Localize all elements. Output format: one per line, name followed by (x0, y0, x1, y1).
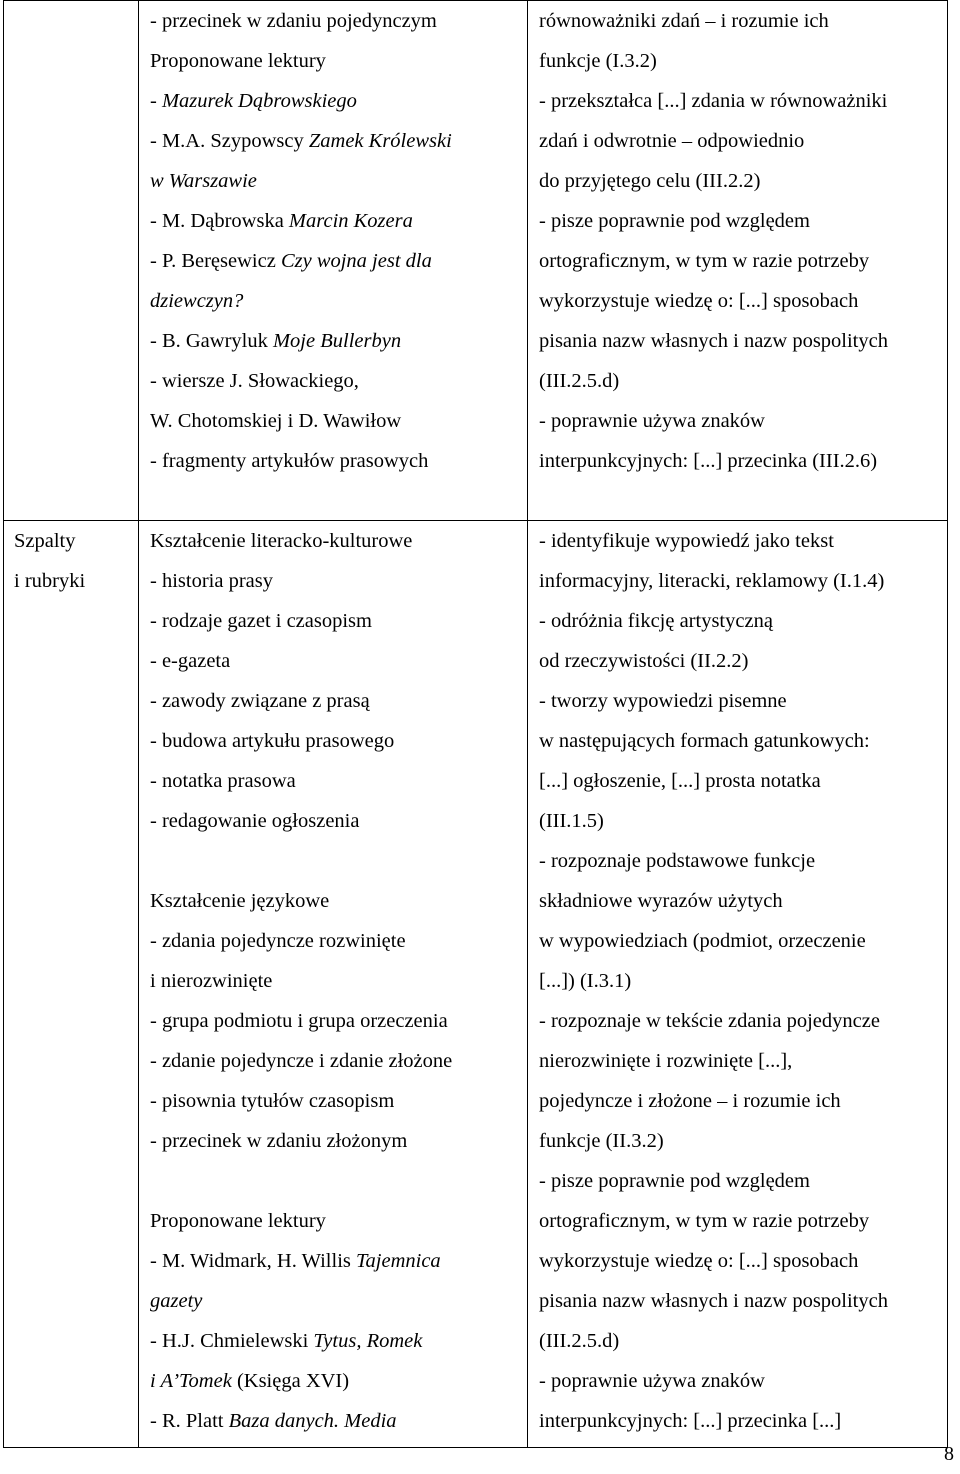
text-line: - tworzy wypowiedzi pisemne (539, 690, 787, 712)
text-line (150, 241, 523, 281)
requirements-cell (528, 1, 948, 521)
text-line: [...] ogłoszenie, [...] prosta notatka (539, 770, 821, 792)
text-line (150, 961, 523, 1001)
text-run: - redagowanie ogłoszenia (150, 810, 360, 832)
text-line: (III.2.5.d) (539, 370, 620, 392)
text-line: (III.2.5.d) (539, 1330, 620, 1352)
text-run: - e-gazeta (150, 650, 231, 672)
text-line (150, 681, 523, 721)
text-line (150, 841, 523, 881)
requirements-cell (528, 521, 948, 1448)
text-run: - rodzaje gazet i czasopism (150, 610, 372, 632)
text-run: - zdanie pojedyncze i zdanie złożone (150, 1050, 453, 1072)
text-line (150, 601, 523, 641)
italic-title: Mazurek Dąbrowskiego (161, 90, 357, 112)
text-line: pojedyncze i złożone – i rozumie ich (539, 1090, 841, 1112)
text-line (150, 161, 523, 201)
text-line: ortograficznym, w tym w razie potrzeby (539, 250, 870, 272)
text-run: - P. Beręsewicz (150, 250, 281, 272)
text-line (150, 441, 523, 481)
page-number: 8 (944, 1443, 954, 1465)
italic-title: Tajemnica (356, 1250, 441, 1272)
text-line (150, 361, 523, 401)
content-cell (139, 521, 528, 1448)
italic-title: dziewczyn? (150, 290, 244, 312)
text-line: - rozpoznaje w tekście zdania pojedyncze (539, 1010, 880, 1032)
topic-cell (4, 1, 139, 521)
text-run: - fragmenty artykułów prasowych (150, 450, 429, 472)
text-line (150, 1401, 523, 1441)
text-line (150, 921, 523, 961)
text-run: Kształcenie językowe (150, 890, 330, 912)
text-line: - poprawnie używa znaków (539, 410, 765, 432)
text-line: - identyfikuje wypowiedź jako tekst (539, 530, 834, 552)
text-run: - pisownia tytułów czasopism (150, 1090, 395, 1112)
text-line (150, 281, 523, 321)
text-line (150, 761, 523, 801)
text-run: i nierozwinięte (150, 970, 273, 992)
text-line: Szpalty (14, 530, 76, 552)
text-line (150, 721, 523, 761)
text-line: - poprawnie używa znaków (539, 1370, 765, 1392)
text-line: funkcje (I.3.2) (539, 50, 657, 72)
table-row (4, 521, 948, 1448)
text-line: interpunkcyjnych: [...] przecinka (III.2.6) (539, 450, 878, 472)
curriculum-table (3, 0, 948, 1448)
topic-cell (4, 521, 139, 1448)
text-line: - pisze poprawnie pod względem (539, 1170, 810, 1192)
text-line (150, 81, 523, 121)
text-run: Proponowane lektury (150, 50, 326, 72)
text-line: pisania nazw własnych i nazw pospolitych (539, 330, 888, 352)
text-line (150, 1001, 523, 1041)
text-line: składniowe wyrazów użytych (539, 890, 783, 912)
text-run: - przecinek w zdaniu złożonym (150, 1130, 408, 1152)
requirements-lines (528, 1, 947, 481)
text-run: - grupa podmiotu i grupa orzeczenia (150, 1010, 448, 1032)
text-run: - zawody związane z prasą (150, 690, 370, 712)
text-run: Kształcenie literacko-kulturowe (150, 530, 413, 552)
text-run: - H.J. Chmielewski (150, 1330, 314, 1352)
text-run: - (150, 90, 162, 112)
text-line: ortograficznym, w tym w razie potrzeby (539, 1210, 870, 1232)
content-cell (139, 1, 528, 521)
text-line (150, 121, 523, 161)
table-row (4, 1, 948, 521)
text-run: - R. Platt (150, 1410, 229, 1432)
content-lines (139, 521, 527, 1441)
text-run: - M.A. Szypowscy (150, 130, 309, 152)
text-line (150, 321, 523, 361)
text-line: - pisze poprawnie pod względem (539, 210, 810, 232)
text-line (150, 641, 523, 681)
text-run: - M. Dąbrowska (150, 210, 289, 232)
text-line: - rozpoznaje podstawowe funkcje (539, 850, 816, 872)
text-line (150, 1041, 523, 1081)
text-line: równoważniki zdań – i rozumie ich (539, 10, 829, 32)
text-line: w następujących formach gatunkowych: (539, 730, 870, 752)
text-line (150, 1121, 523, 1161)
text-line (150, 1281, 523, 1321)
text-line: od rzeczywistości (II.2.2) (539, 650, 749, 672)
text-line (150, 401, 523, 441)
text-line: funkcje (II.3.2) (539, 1130, 664, 1152)
text-run: - notatka prasowa (150, 770, 296, 792)
text-run: - historia prasy (150, 570, 273, 592)
italic-title: Czy wojna jest dla (280, 250, 432, 272)
italic-title: i A’Tomek (150, 1370, 232, 1392)
text-line (150, 41, 523, 81)
topic-lines (4, 521, 138, 601)
text-run: Proponowane lektury (150, 1210, 326, 1232)
text-line (150, 801, 523, 841)
italic-title: Moje Bullerbyn (272, 330, 402, 352)
text-run: - zdania pojedyncze rozwinięte (150, 930, 406, 952)
text-line: [...]) (I.3.1) (539, 970, 632, 992)
text-line: i rubryki (14, 570, 86, 592)
italic-title: Zamek Królewski (308, 130, 452, 152)
text-line: nierozwinięte i rozwinięte [...], (539, 1050, 793, 1072)
text-line (150, 1241, 523, 1281)
text-line (150, 1081, 523, 1121)
text-line: interpunkcyjnych: [...] przecinka [...] (539, 1410, 842, 1432)
text-line (150, 521, 523, 561)
text-line: wykorzystuje wiedzę o: [...] sposobach (539, 1250, 859, 1272)
text-line: wykorzystuje wiedzę o: [...] sposobach (539, 290, 859, 312)
text-run: - przecinek w zdaniu pojedynczym (150, 10, 437, 32)
text-line: - przekształca [...] zdania w równoważniki (539, 90, 888, 112)
text-run: - wiersze J. Słowackiego, (150, 370, 359, 392)
text-run: - M. Widmark, H. Willis (150, 1250, 357, 1272)
text-line (150, 201, 523, 241)
text-line (150, 1361, 523, 1401)
requirements-lines (528, 521, 947, 1441)
text-line (150, 881, 523, 921)
text-line: (III.1.5) (539, 810, 604, 832)
text-run: - budowa artykułu prasowego (150, 730, 395, 752)
text-line: informacyjny, literacki, reklamowy (I.1.4) (539, 570, 885, 592)
text-run: - B. Gawryluk (150, 330, 273, 352)
text-line (150, 1321, 523, 1361)
italic-title: Tytus, Romek (313, 1330, 423, 1352)
text-line: do przyjętego celu (III.2.2) (539, 170, 761, 192)
italic-title: gazety (150, 1290, 203, 1312)
text-line (150, 1, 523, 41)
text-line: w wypowiedziach (podmiot, orzeczenie (539, 930, 866, 952)
text-line: pisania nazw własnych i nazw pospolitych (539, 1290, 888, 1312)
text-line: zdań i odwrotnie – odpowiednio (539, 130, 805, 152)
text-line (150, 561, 523, 601)
italic-title: w Warszawie (150, 170, 257, 192)
italic-title: Marcin Kozera (288, 210, 413, 232)
content-lines (139, 1, 527, 481)
text-line: - odróżnia fikcję artystyczną (539, 610, 773, 632)
italic-title: Baza danych. Media (228, 1410, 397, 1432)
text-run: W. Chotomskiej i D. Wawiłow (150, 410, 402, 432)
text-line (150, 1201, 523, 1241)
text-line (150, 1161, 523, 1201)
text-run: (Księga XVI) (231, 1370, 350, 1392)
